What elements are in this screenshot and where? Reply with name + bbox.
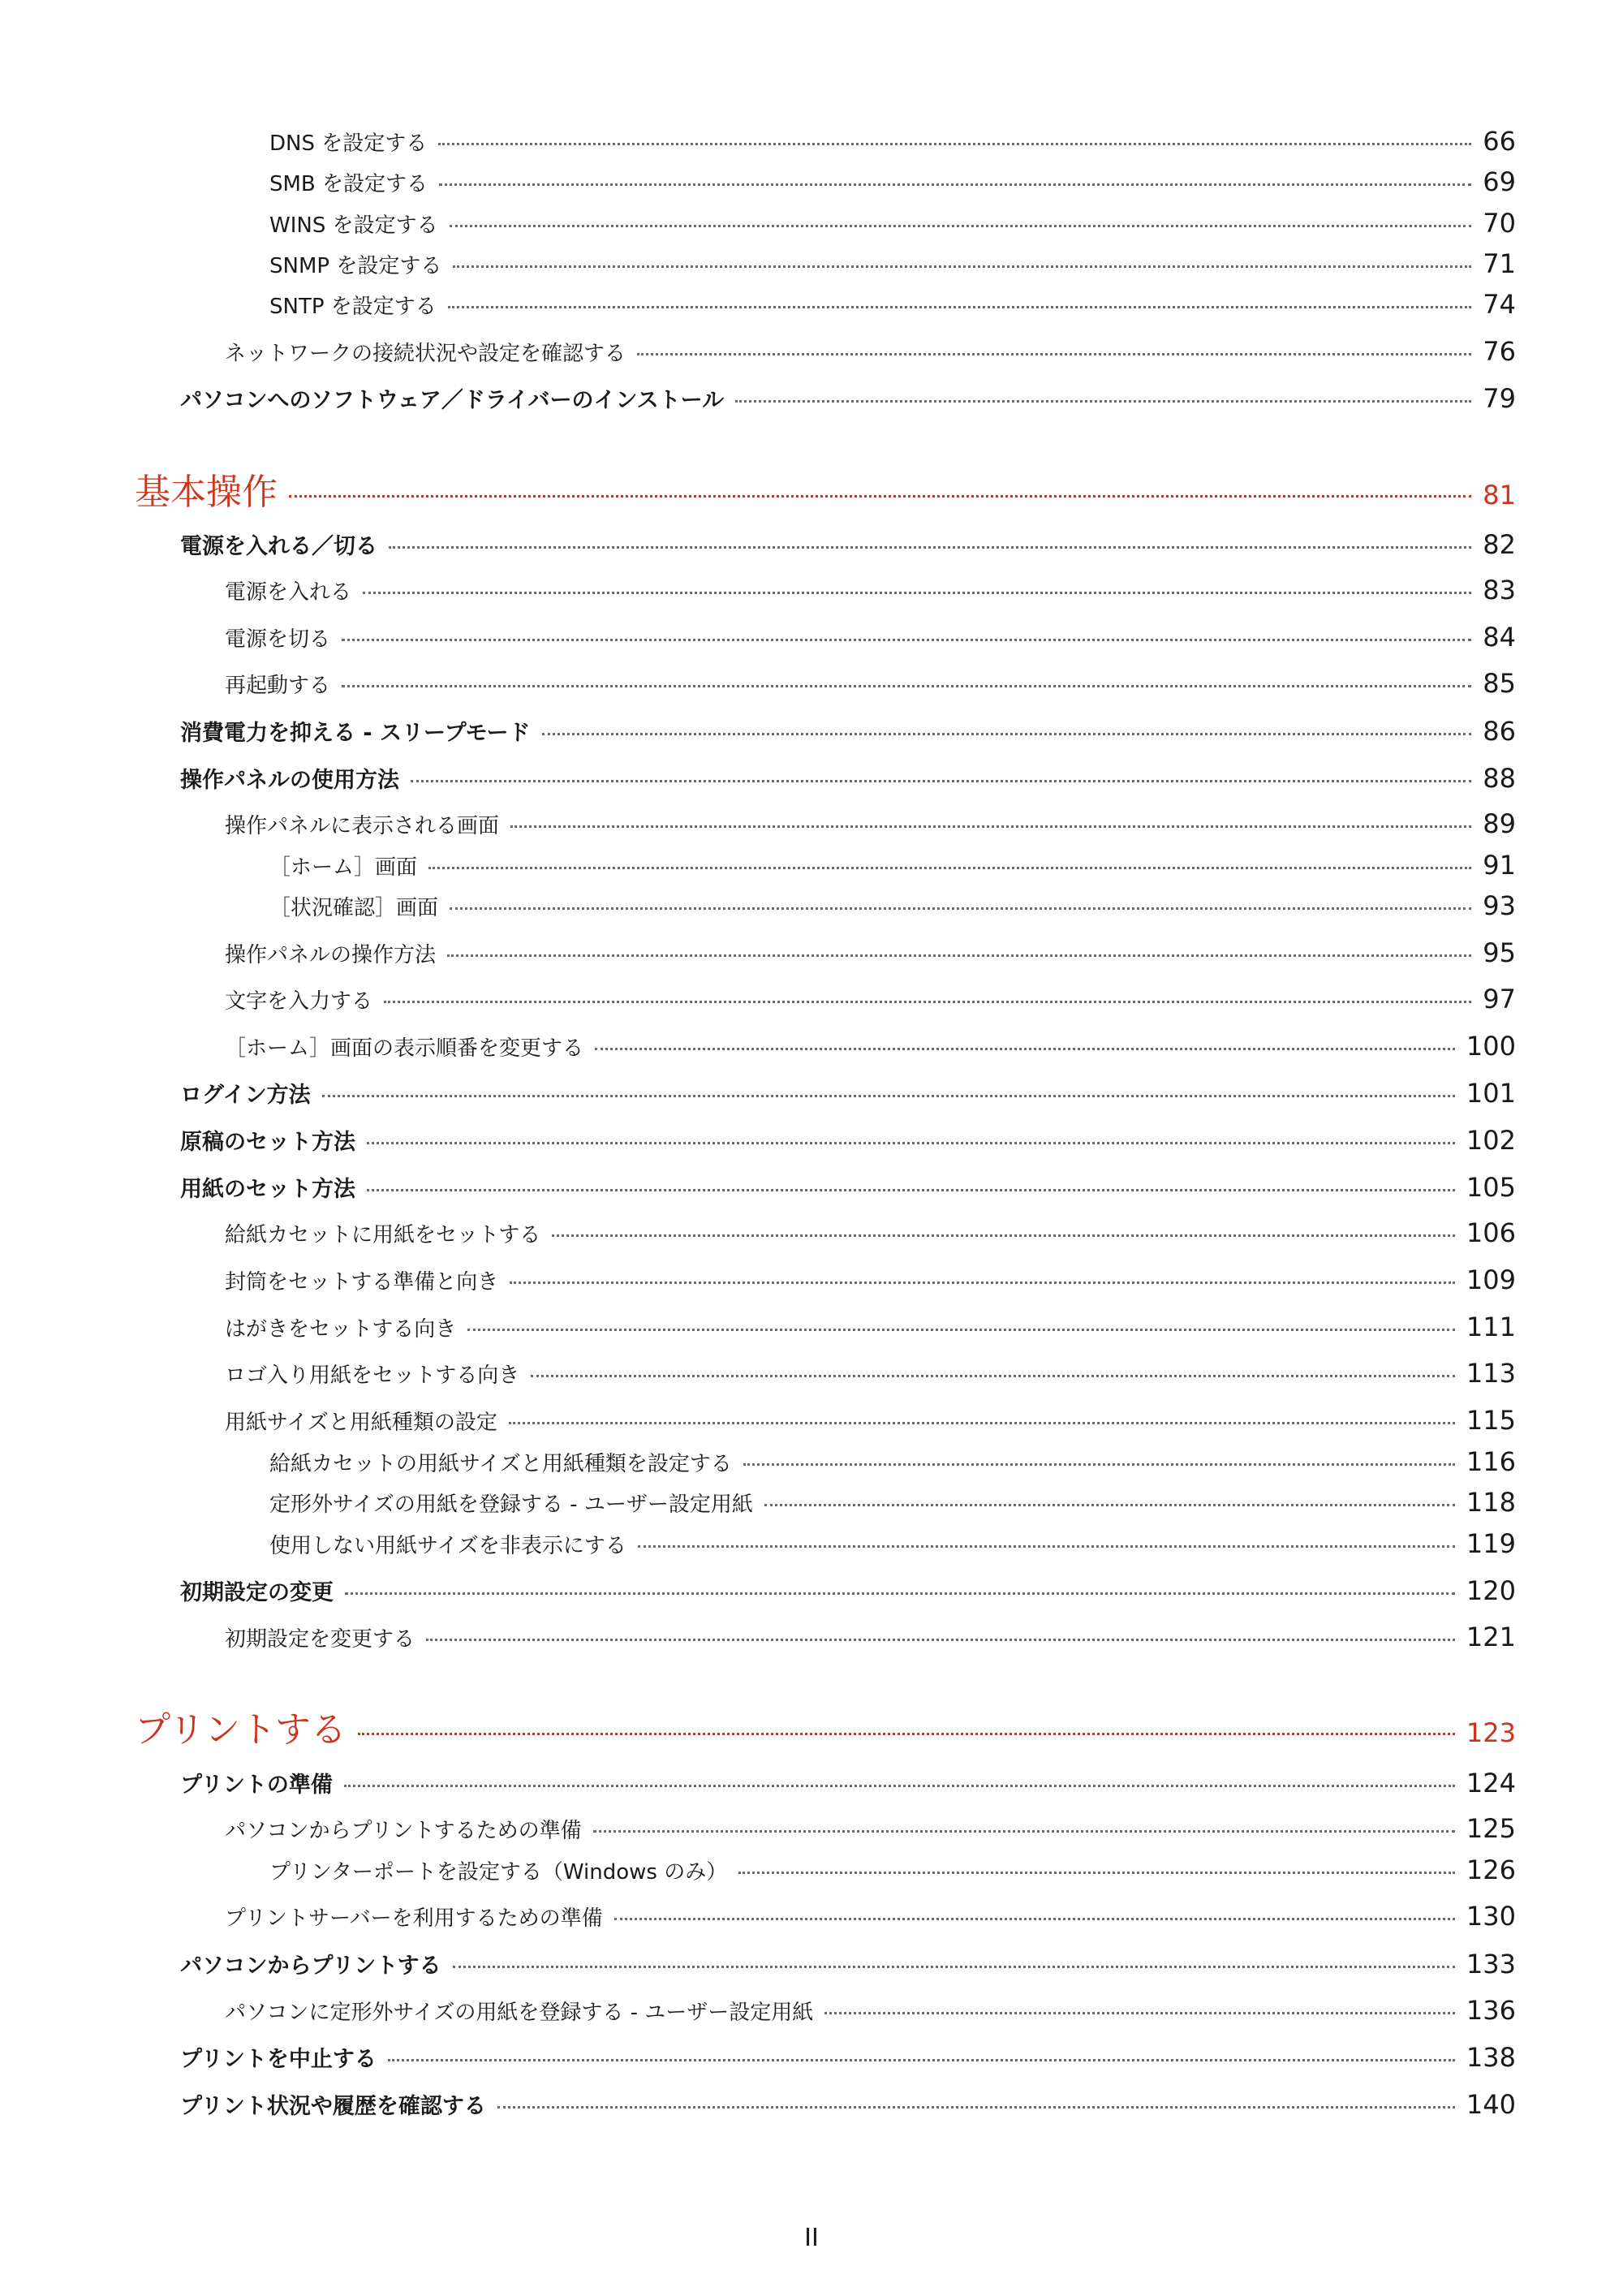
toc-entry-page: 93 (1483, 890, 1516, 921)
toc-entry-title: 初期設定を変更する (225, 1627, 415, 1652)
toc-entry[interactable] (269, 166, 1516, 197)
toc-entry[interactable] (269, 1446, 1516, 1477)
toc-entry-page: 126 (1466, 1854, 1516, 1885)
toc-entry[interactable] (225, 622, 1516, 653)
toc-entry[interactable] (225, 1995, 1516, 2026)
dot-leader (388, 2059, 1455, 2061)
toc-entry[interactable] (180, 715, 1516, 747)
toc-entry[interactable] (225, 668, 1516, 699)
dot-leader (450, 225, 1472, 227)
toc-entry[interactable] (225, 1358, 1516, 1389)
toc-entry[interactable] (180, 762, 1516, 794)
dot-leader (342, 685, 1471, 687)
toc-entry-title: プリントサーバーを利用するための準備 (225, 1906, 603, 1931)
toc-entry-title: パソコンに定形外サイズの用紙を登録する - ユーザー設定用紙 (225, 2001, 814, 2025)
dot-leader (384, 1001, 1471, 1003)
toc-entry[interactable] (269, 890, 1516, 921)
toc-entry[interactable] (180, 1077, 1516, 1109)
toc-entry[interactable] (225, 336, 1516, 367)
toc-entry-page: 84 (1483, 622, 1516, 653)
dot-leader (428, 867, 1471, 869)
toc-entry-title: 電源を切る (225, 627, 331, 652)
toc-entry-page: 66 (1483, 126, 1516, 157)
toc-entry[interactable] (180, 1767, 1516, 1798)
dot-leader (322, 1095, 1455, 1097)
toc-entry-title: ［状況確認］画面 (269, 896, 439, 920)
toc-entry-page: 124 (1466, 1768, 1516, 1798)
toc-chapter-title: 基本操作 (135, 472, 278, 513)
toc-entry-page: 105 (1466, 1172, 1516, 1203)
toc-entry-page: 74 (1483, 289, 1516, 320)
dot-leader (824, 2012, 1455, 2014)
dot-leader (637, 353, 1471, 355)
toc-entry[interactable] (269, 1528, 1516, 1559)
dot-leader (509, 1422, 1455, 1424)
toc-entry-page: 88 (1483, 763, 1516, 794)
dot-leader (367, 1189, 1455, 1191)
dot-leader (595, 1048, 1455, 1050)
toc-entry-page: 100 (1466, 1031, 1516, 1062)
toc-entry-page: 120 (1466, 1575, 1516, 1606)
toc-entry-title: 給紙カセットに用紙をセットする (225, 1223, 541, 1247)
dot-leader (447, 954, 1471, 957)
toc-entry[interactable] (225, 1264, 1516, 1295)
toc-entry-title: プリントを中止する (180, 2047, 377, 2072)
dot-leader (638, 1545, 1455, 1548)
toc-entry[interactable] (225, 1312, 1516, 1342)
toc-entry-title: パソコンからプリントする (180, 1954, 441, 1979)
dot-leader (743, 1463, 1455, 1466)
toc-entry[interactable] (225, 1813, 1516, 1844)
dot-leader (453, 265, 1471, 268)
dot-leader (552, 1234, 1455, 1237)
toc-entry-title: 用紙サイズと用紙種類の設定 (225, 1411, 497, 1435)
toc-entry-title: 電源を入れる／切る (180, 534, 377, 559)
toc-entry[interactable] (225, 1405, 1516, 1436)
dot-leader (438, 143, 1471, 145)
dot-leader (389, 546, 1471, 549)
toc-entry-title: 定形外サイズの用紙を登録する - ユーザー設定用紙 (269, 1493, 753, 1517)
toc-entry[interactable] (180, 1574, 1516, 1606)
toc-entry[interactable] (225, 1217, 1516, 1248)
dot-leader (426, 1639, 1455, 1641)
toc-entry-title: プリントの準備 (180, 1773, 333, 1798)
toc-entry-title: 操作パネルの使用方法 (180, 768, 399, 793)
toc-entry-page: 79 (1483, 383, 1516, 414)
toc-entry[interactable] (269, 208, 1516, 239)
toc-entry-title: 操作パネルの操作方法 (225, 943, 437, 967)
toc-entry[interactable] (225, 984, 1516, 1014)
toc-entry[interactable] (269, 1487, 1516, 1518)
dot-leader (411, 780, 1471, 782)
toc-entry[interactable] (180, 1948, 1516, 1979)
toc-entry-page: 76 (1483, 336, 1516, 367)
toc-entry-page: 138 (1466, 2042, 1516, 2073)
toc-entry-title: ネットワークの接続状況や設定を確認する (225, 342, 626, 366)
toc-chapter-title: プリントする (135, 1709, 347, 1751)
dot-leader (510, 825, 1471, 828)
dot-leader (738, 1872, 1455, 1874)
dot-leader (542, 733, 1472, 735)
toc-entry[interactable] (225, 1901, 1516, 1932)
toc-entry-page: 86 (1483, 716, 1516, 747)
toc-entry-page: 130 (1466, 1901, 1516, 1932)
toc-entry-title: ロゴ入り用紙をセットする向き (225, 1363, 520, 1388)
dot-leader (342, 639, 1471, 641)
dot-leader (531, 1375, 1455, 1377)
toc-chapter-page: 81 (1483, 480, 1516, 510)
toc-entry-title: ［ホーム］画面 (269, 855, 418, 880)
toc-entry-page: 125 (1466, 1813, 1516, 1844)
toc-entry-title: 初期設定の変更 (180, 1580, 334, 1605)
toc-entry-page: 118 (1466, 1487, 1516, 1518)
toc-entry[interactable] (225, 1622, 1516, 1652)
dot-leader (289, 495, 1471, 498)
toc-entry-page: 83 (1483, 575, 1516, 605)
dot-leader (614, 1918, 1455, 1920)
toc-entry-title: プリンターポートを設定する（Windows のみ） (269, 1860, 728, 1885)
toc-entry[interactable] (269, 1854, 1516, 1885)
dot-leader (764, 1504, 1455, 1506)
dot-leader (439, 183, 1471, 186)
dot-leader (510, 1282, 1455, 1284)
dot-leader (448, 306, 1472, 308)
toc-entry-title: 封筒をセットする準備と向き (225, 1270, 499, 1294)
toc-entry-title: SNMP を設定する (269, 254, 442, 278)
toc-entry[interactable] (269, 248, 1516, 279)
toc-entry-page: 69 (1483, 166, 1516, 197)
dot-leader (345, 1592, 1455, 1595)
toc-entry-title: SMB を設定する (269, 172, 428, 196)
toc-entry[interactable] (269, 289, 1516, 320)
toc-entry-page: 119 (1466, 1528, 1516, 1559)
toc-entry[interactable] (225, 575, 1516, 605)
toc-chapter-page: 123 (1466, 1717, 1516, 1748)
toc-entry-title: 使用しない用紙サイズを非表示にする (269, 1534, 626, 1558)
toc-entry[interactable] (269, 126, 1516, 157)
toc-entry-title: ［ホーム］画面の表示順番を変更する (225, 1036, 584, 1061)
toc-entry[interactable] (269, 850, 1516, 881)
dot-leader (735, 400, 1471, 403)
toc-entry-title: はがきをセットする向き (225, 1317, 457, 1342)
dot-leader (344, 1785, 1455, 1787)
toc-entry-page: 109 (1466, 1264, 1516, 1295)
toc-entry-page: 106 (1466, 1217, 1516, 1248)
dot-leader (363, 592, 1471, 594)
toc-entry-title: 用紙のセット方法 (180, 1177, 355, 1202)
toc-entry-page: 111 (1466, 1312, 1516, 1342)
toc-entry-page: 115 (1466, 1405, 1516, 1436)
toc-entry-page: 116 (1466, 1446, 1516, 1477)
toc-entry-page: 85 (1483, 668, 1516, 699)
toc-entry[interactable] (180, 1171, 1516, 1203)
toc-entry-page: 121 (1466, 1622, 1516, 1652)
toc-entry-page: 71 (1483, 248, 1516, 279)
toc-entry-page: 82 (1483, 529, 1516, 560)
toc-entry-page: 70 (1483, 208, 1516, 239)
toc-entry[interactable] (180, 1124, 1516, 1156)
toc-entry-title: SNTP を設定する (269, 295, 437, 319)
toc-entry-page: 113 (1466, 1358, 1516, 1389)
toc-chapter[interactable] (135, 1700, 1516, 1752)
toc-entry-title: DNS を設定する (269, 131, 428, 156)
toc-entry[interactable] (180, 528, 1516, 560)
toc-entry-title: プリント状況や履歴を確認する (180, 2094, 486, 2119)
toc-entry-title: 消費電力を抑える - スリープモード (180, 721, 531, 746)
toc-entry-page: 102 (1466, 1125, 1516, 1156)
toc-entry-title: ログイン方法 (180, 1083, 311, 1108)
dot-leader (358, 1733, 1455, 1735)
toc-entry-page: 140 (1466, 2089, 1516, 2120)
toc-entry[interactable] (225, 937, 1516, 968)
dot-leader (593, 1830, 1455, 1833)
toc-entry-title: 電源を入れる (225, 580, 352, 605)
toc-entry[interactable] (180, 2088, 1516, 2120)
toc-entry-page: 97 (1483, 984, 1516, 1014)
toc-entry-page: 133 (1466, 1949, 1516, 1979)
toc-entry-title: 文字を入力する (225, 989, 373, 1014)
toc-entry-title: パソコンからプリントするための準備 (225, 1819, 582, 1843)
toc-entry[interactable] (180, 382, 1516, 414)
toc-entry-title: 操作パネルに表示される画面 (225, 814, 500, 838)
toc-entry-title: 給紙カセットの用紙サイズと用紙種類を設定する (269, 1452, 732, 1476)
toc-entry[interactable] (225, 808, 1516, 839)
toc-entry[interactable] (225, 1031, 1516, 1062)
toc-entry-title: 再起動する (225, 674, 331, 698)
toc-entry-page: 89 (1483, 808, 1516, 839)
toc-entry-page: 95 (1483, 937, 1516, 968)
dot-leader (367, 1142, 1455, 1144)
toc-chapter[interactable] (135, 463, 1516, 515)
dot-leader (453, 1966, 1455, 1968)
toc-entry-page: 101 (1466, 1078, 1516, 1109)
toc-entry-title: 原稿のセット方法 (180, 1130, 355, 1155)
dot-leader (450, 907, 1471, 910)
toc-entry-page: 91 (1483, 850, 1516, 881)
dot-leader (467, 1329, 1455, 1331)
toc-entry-title: パソコンへのソフトウェア／ドライバーのインストール (180, 388, 725, 413)
page-footer-number: II (804, 2224, 819, 2252)
toc-entry-page: 136 (1466, 1995, 1516, 2026)
dot-leader (497, 2106, 1455, 2109)
toc-entry[interactable] (180, 2041, 1516, 2073)
toc-entry-title: WINS を設定する (269, 213, 438, 238)
